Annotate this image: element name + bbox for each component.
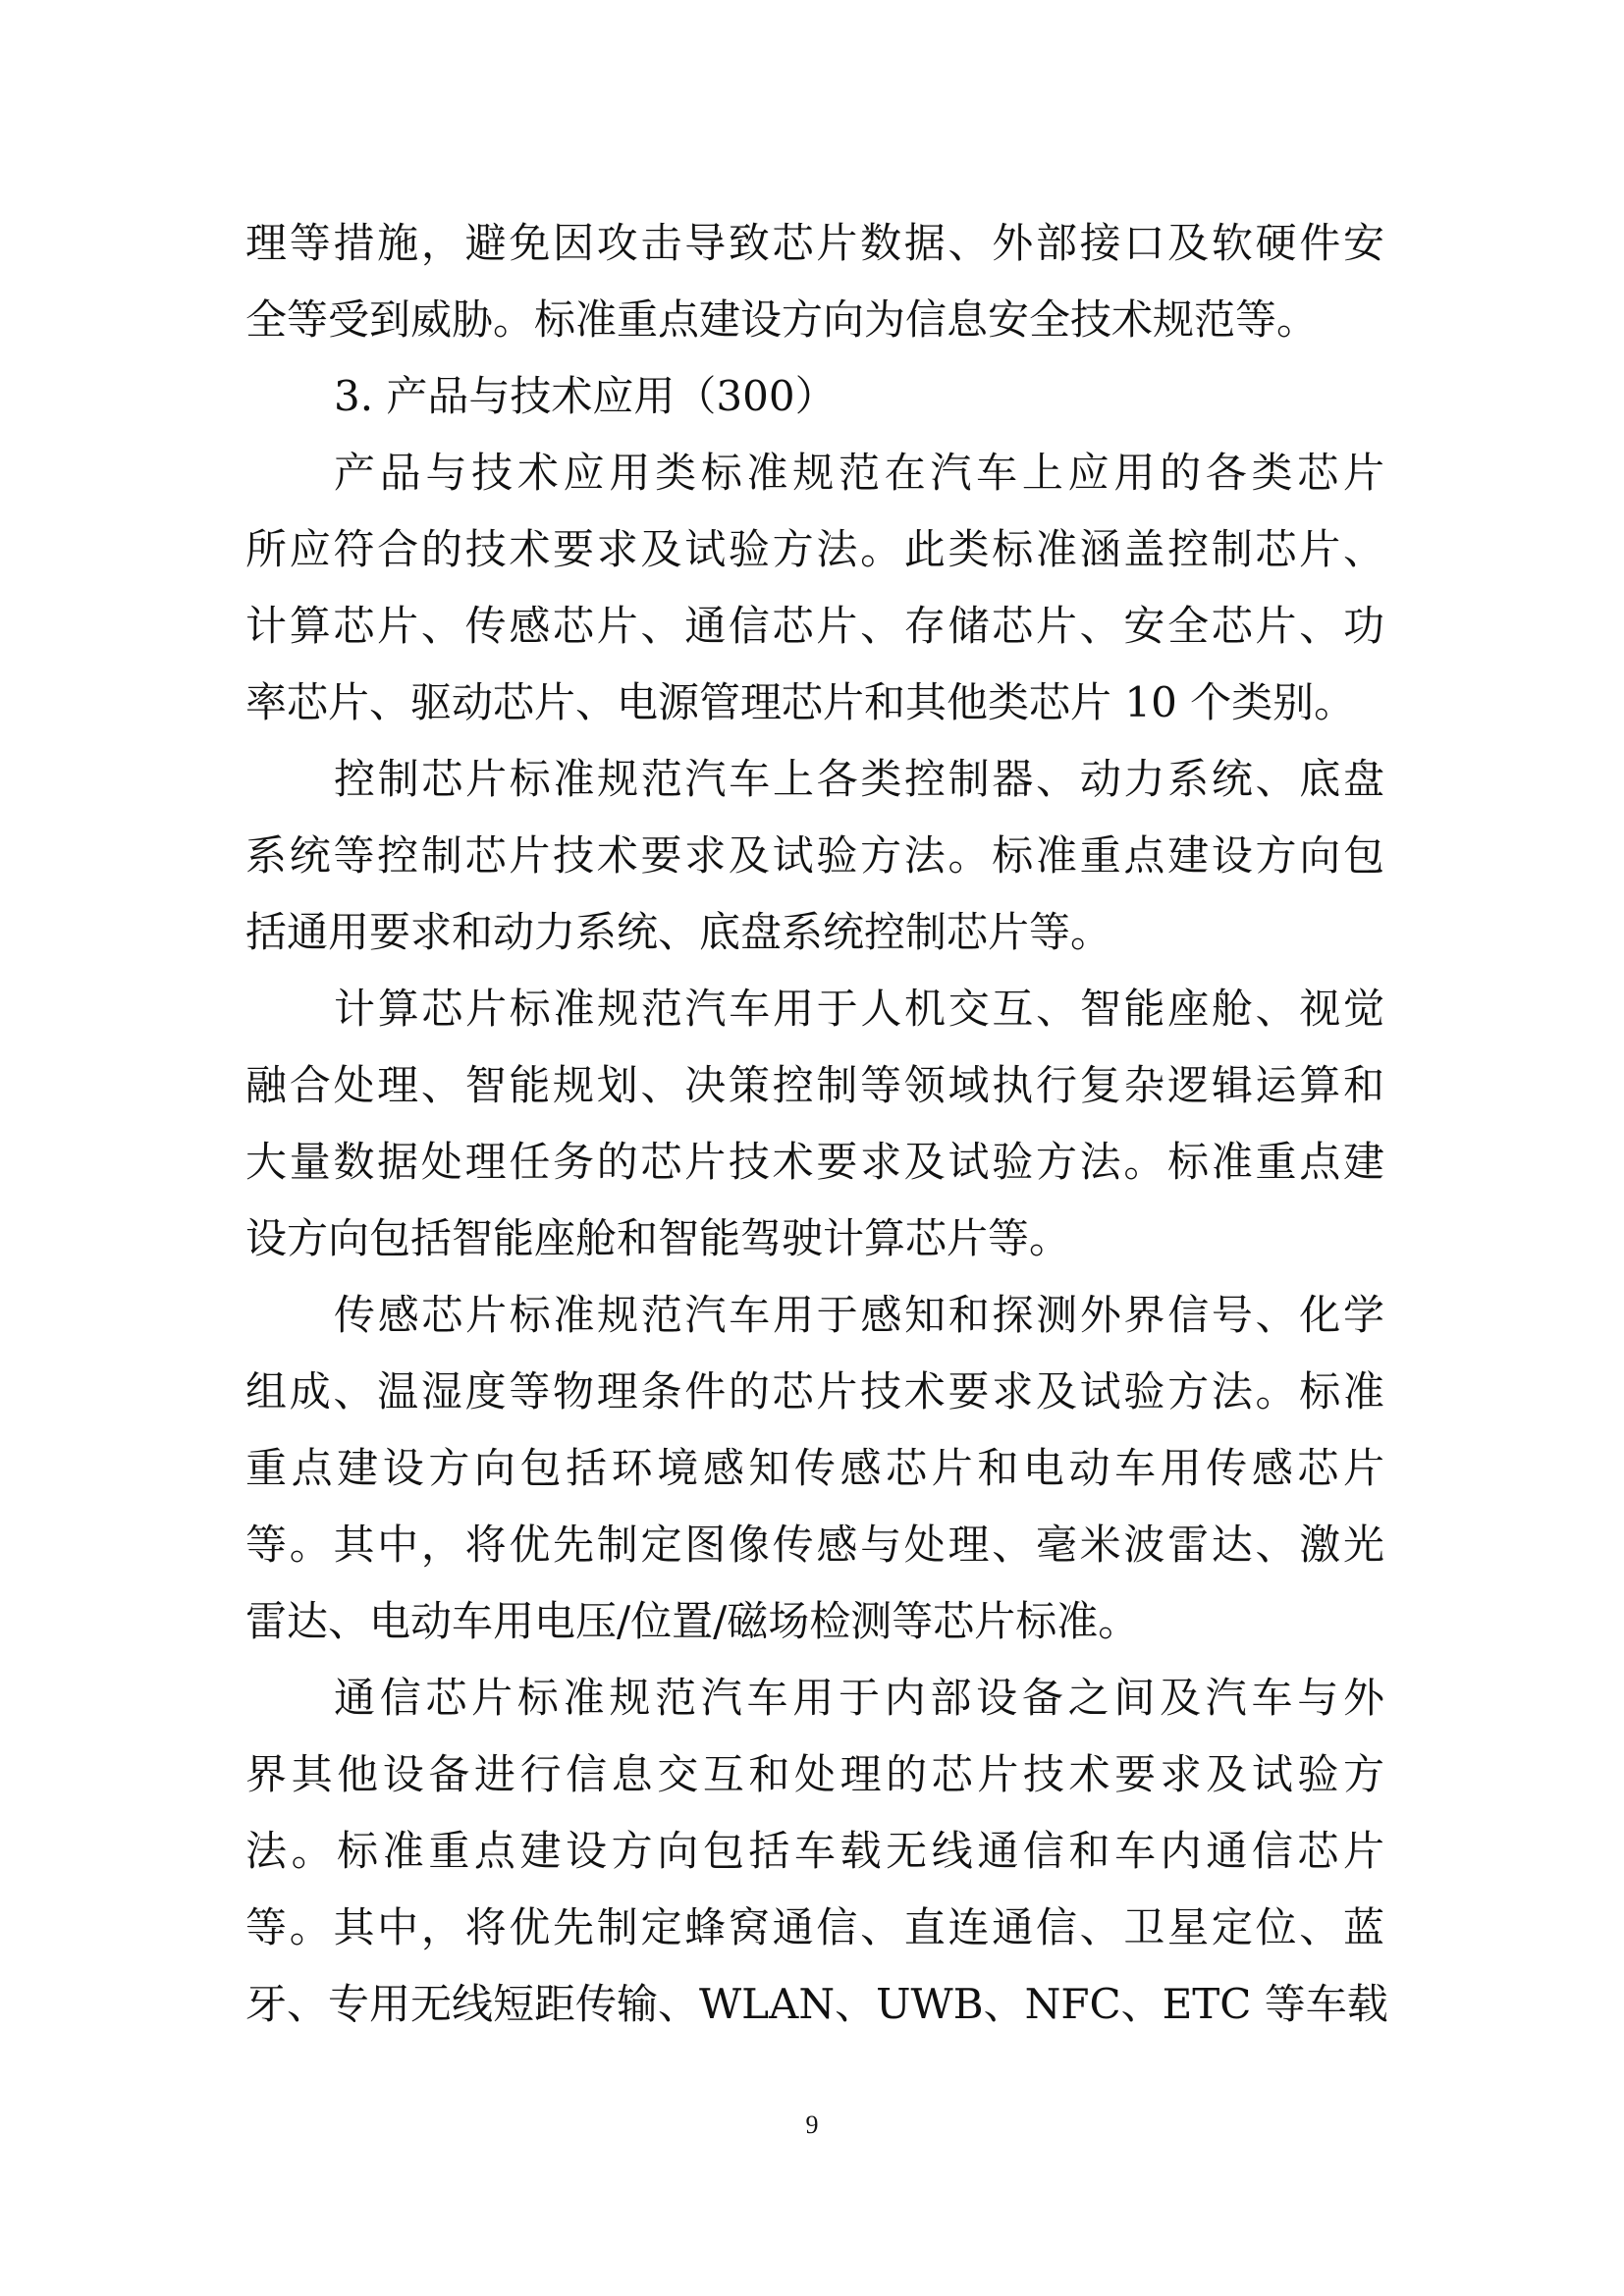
text-line: 界其他设备进行信息交互和处理的芯片技术要求及试验方	[245, 1750, 1384, 1798]
text-line: 等。其中，将优先制定图像传感与处理、毫米波雷达、激光	[245, 1521, 1384, 1569]
text-line: 重点建设方向包括环境感知传感芯片和电动车用传感芯片	[245, 1444, 1384, 1492]
text-line: 计算芯片标准规范汽车用于人机交互、智能座舱、视觉	[334, 985, 1384, 1033]
text-line: 融合处理、智能规划、决策控制等领域执行复杂逻辑运算和	[245, 1061, 1384, 1109]
text-line: 全等受到威胁。标准重点建设方向为信息安全技术规范等。	[245, 295, 1319, 344]
text-line: 法。标准重点建设方向包括车载无线通信和车内通信芯片	[245, 1827, 1384, 1875]
text-line: 率芯片、驱动芯片、电源管理芯片和其他类芯片 10 个类别。	[245, 678, 1356, 726]
text-line: 理等措施，避免因攻击导致芯片数据、外部接口及软硬件安	[245, 219, 1384, 267]
text-line: 所应符合的技术要求及试验方法。此类标准涵盖控制芯片、	[245, 525, 1384, 573]
text-line: 雷达、电动车用电压/位置/磁场检测等芯片标准。	[245, 1597, 1140, 1645]
text-line: 组成、温湿度等物理条件的芯片技术要求及试验方法。标准	[245, 1367, 1384, 1415]
text-line: 大量数据处理任务的芯片技术要求及试验方法。标准重点建	[245, 1138, 1384, 1186]
text-line: 传感芯片标准规范汽车用于感知和探测外界信号、化学	[334, 1291, 1384, 1339]
text-line: 牙、专用无线短距传输、WLAN、UWB、NFC、ETC 等车载	[245, 1980, 1388, 2028]
text-line: 通信芯片标准规范汽车用于内部设备之间及汽车与外	[334, 1674, 1384, 1722]
text-line: 系统等控制芯片技术要求及试验方法。标准重点建设方向包	[245, 831, 1384, 880]
text-line: 产品与技术应用类标准规范在汽车上应用的各类芯片	[334, 449, 1384, 497]
text-line: 控制芯片标准规范汽车上各类控制器、动力系统、底盘	[334, 755, 1384, 803]
text-line: 括通用要求和动力系统、底盘系统控制芯片等。	[245, 908, 1112, 956]
text-line: 等。其中，将优先制定蜂窝通信、直连通信、卫星定位、蓝	[245, 1903, 1384, 1951]
text-line: 设方向包括智能座舱和智能驾驶计算芯片等。	[245, 1214, 1071, 1262]
section-heading: 3. 产品与技术应用（300）	[334, 372, 837, 420]
text-line: 计算芯片、传感芯片、通信芯片、存储芯片、安全芯片、功	[245, 602, 1384, 650]
page-number: 9	[805, 2110, 819, 2139]
